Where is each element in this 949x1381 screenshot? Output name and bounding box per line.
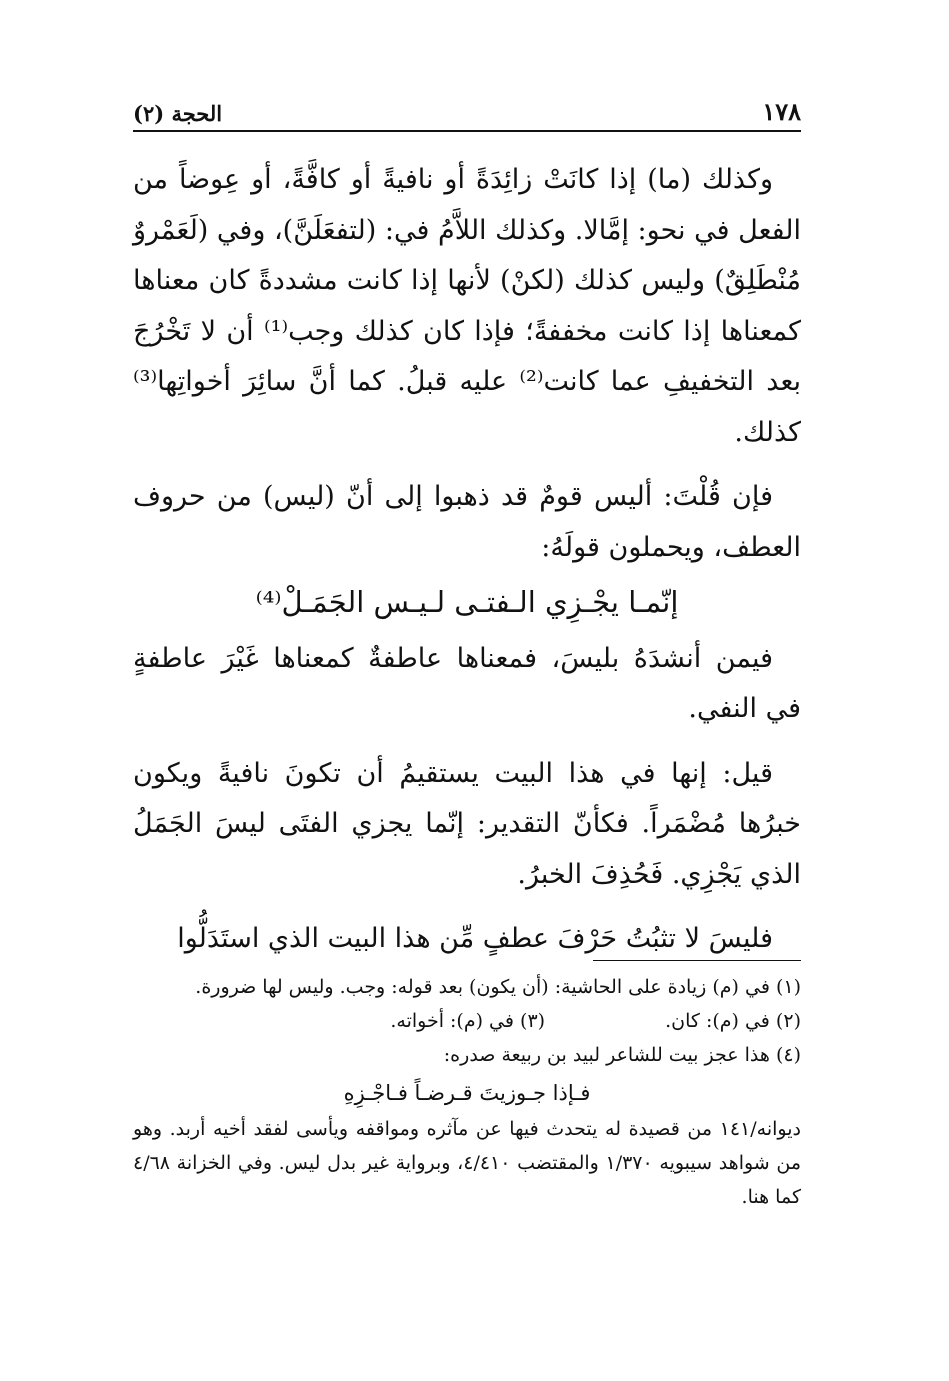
footnote-4-intro: (٤) هذا عجز بيت للشاعر لبيد بن ربيعة صدره: bbox=[443, 1044, 801, 1066]
verse-line: إنّمـا يجْـزِي الـفتـى لـيـس الجَمَـلْ⁽⁴⁾ bbox=[255, 585, 679, 619]
footnotes bbox=[133, 970, 801, 1214]
footnote-4-verse: فـإذا جـوزيتَ قـرضـاً فـاجْـزِهِ bbox=[343, 1081, 591, 1105]
paragraph-4: قيل: إنها في هذا البيت يستقيمُ أن تكونَ نافيةً ويكون خبرُها مُضْمَراً. فكأنّ التقدير: إنّما يجزي الفتَى ليسَ الجَمَلُ الذي يَجْزِي. فَحُذِفَ الخبرُ. bbox=[133, 757, 801, 890]
paragraph-5: فليسَ لا تثبُتُ حَرْفَ عطفٍ مِّن هذا البيت الذي استَدَلُّوا bbox=[177, 923, 773, 954]
footnote-2: (٢) في (م): كان. bbox=[665, 1010, 801, 1032]
main-text bbox=[133, 155, 801, 965]
footnote-separator bbox=[593, 960, 801, 961]
footnote-4-source: ديوانه/١٤١ من قصيدة له يتحدث فيها عن مآثره ومواقفه ويأسى لفقد أخيه أربد. وهو من شواهد سيبويه ١/٣٧٠ والمقتضب ٤/٤١٠، وبرواية غير بدل ليس. وفي الخزانة ٤/٦٨ كما هنا. bbox=[133, 1118, 802, 1208]
paragraph-2: فإن قُلْتَ: أليس قومٌ قد ذهبوا إلى أنّ (ليس) من حروف العطف، ويحملون قولَهُ: bbox=[133, 481, 801, 563]
page-header bbox=[133, 92, 801, 132]
footnote-3: (٣) في (م): أخواته. bbox=[390, 1010, 546, 1032]
page-number: ١٧٨ bbox=[762, 97, 801, 126]
footnote-1: (١) في (م) زيادة على الحاشية: (أن يكون) بعد قوله: وجب. وليس لها ضرورة. bbox=[195, 976, 801, 998]
running-title: الحجة (٢) bbox=[133, 101, 223, 126]
paragraph-1: وكذلك (ما) إذا كانَتْ زائِدَةً أو نافيةً أو كافَّةً، أو عِوضاً من الفعل في نحو: إمَّالا. وكذلك اللاَّمُ في: (لتفعَلَنَّ)، وفي (لَعَمْروٌ مُنْطَلِقٌ) وليس كذلك (لكنْ) لأنها إذا كانت مشددةً كان معناها كمعناها إذا كانت مخففةً؛ فإذا كان كذلك وجب⁽¹⁾ أن لا تَخْرُجَ بعد التخفيفِ عما كانت⁽²⁾ عليه قبلُ. كما أنَّ سائِرَ أخواتِها⁽³⁾ كذلك. bbox=[133, 164, 801, 448]
paragraph-3: فيمن أنشدَهُ بليسَ، فمعناها عاطفةٌ كمعناها غَيْرَ عاطفةٍ في النفي. bbox=[133, 642, 801, 724]
footnote-row-2-3 bbox=[133, 1004, 801, 1038]
